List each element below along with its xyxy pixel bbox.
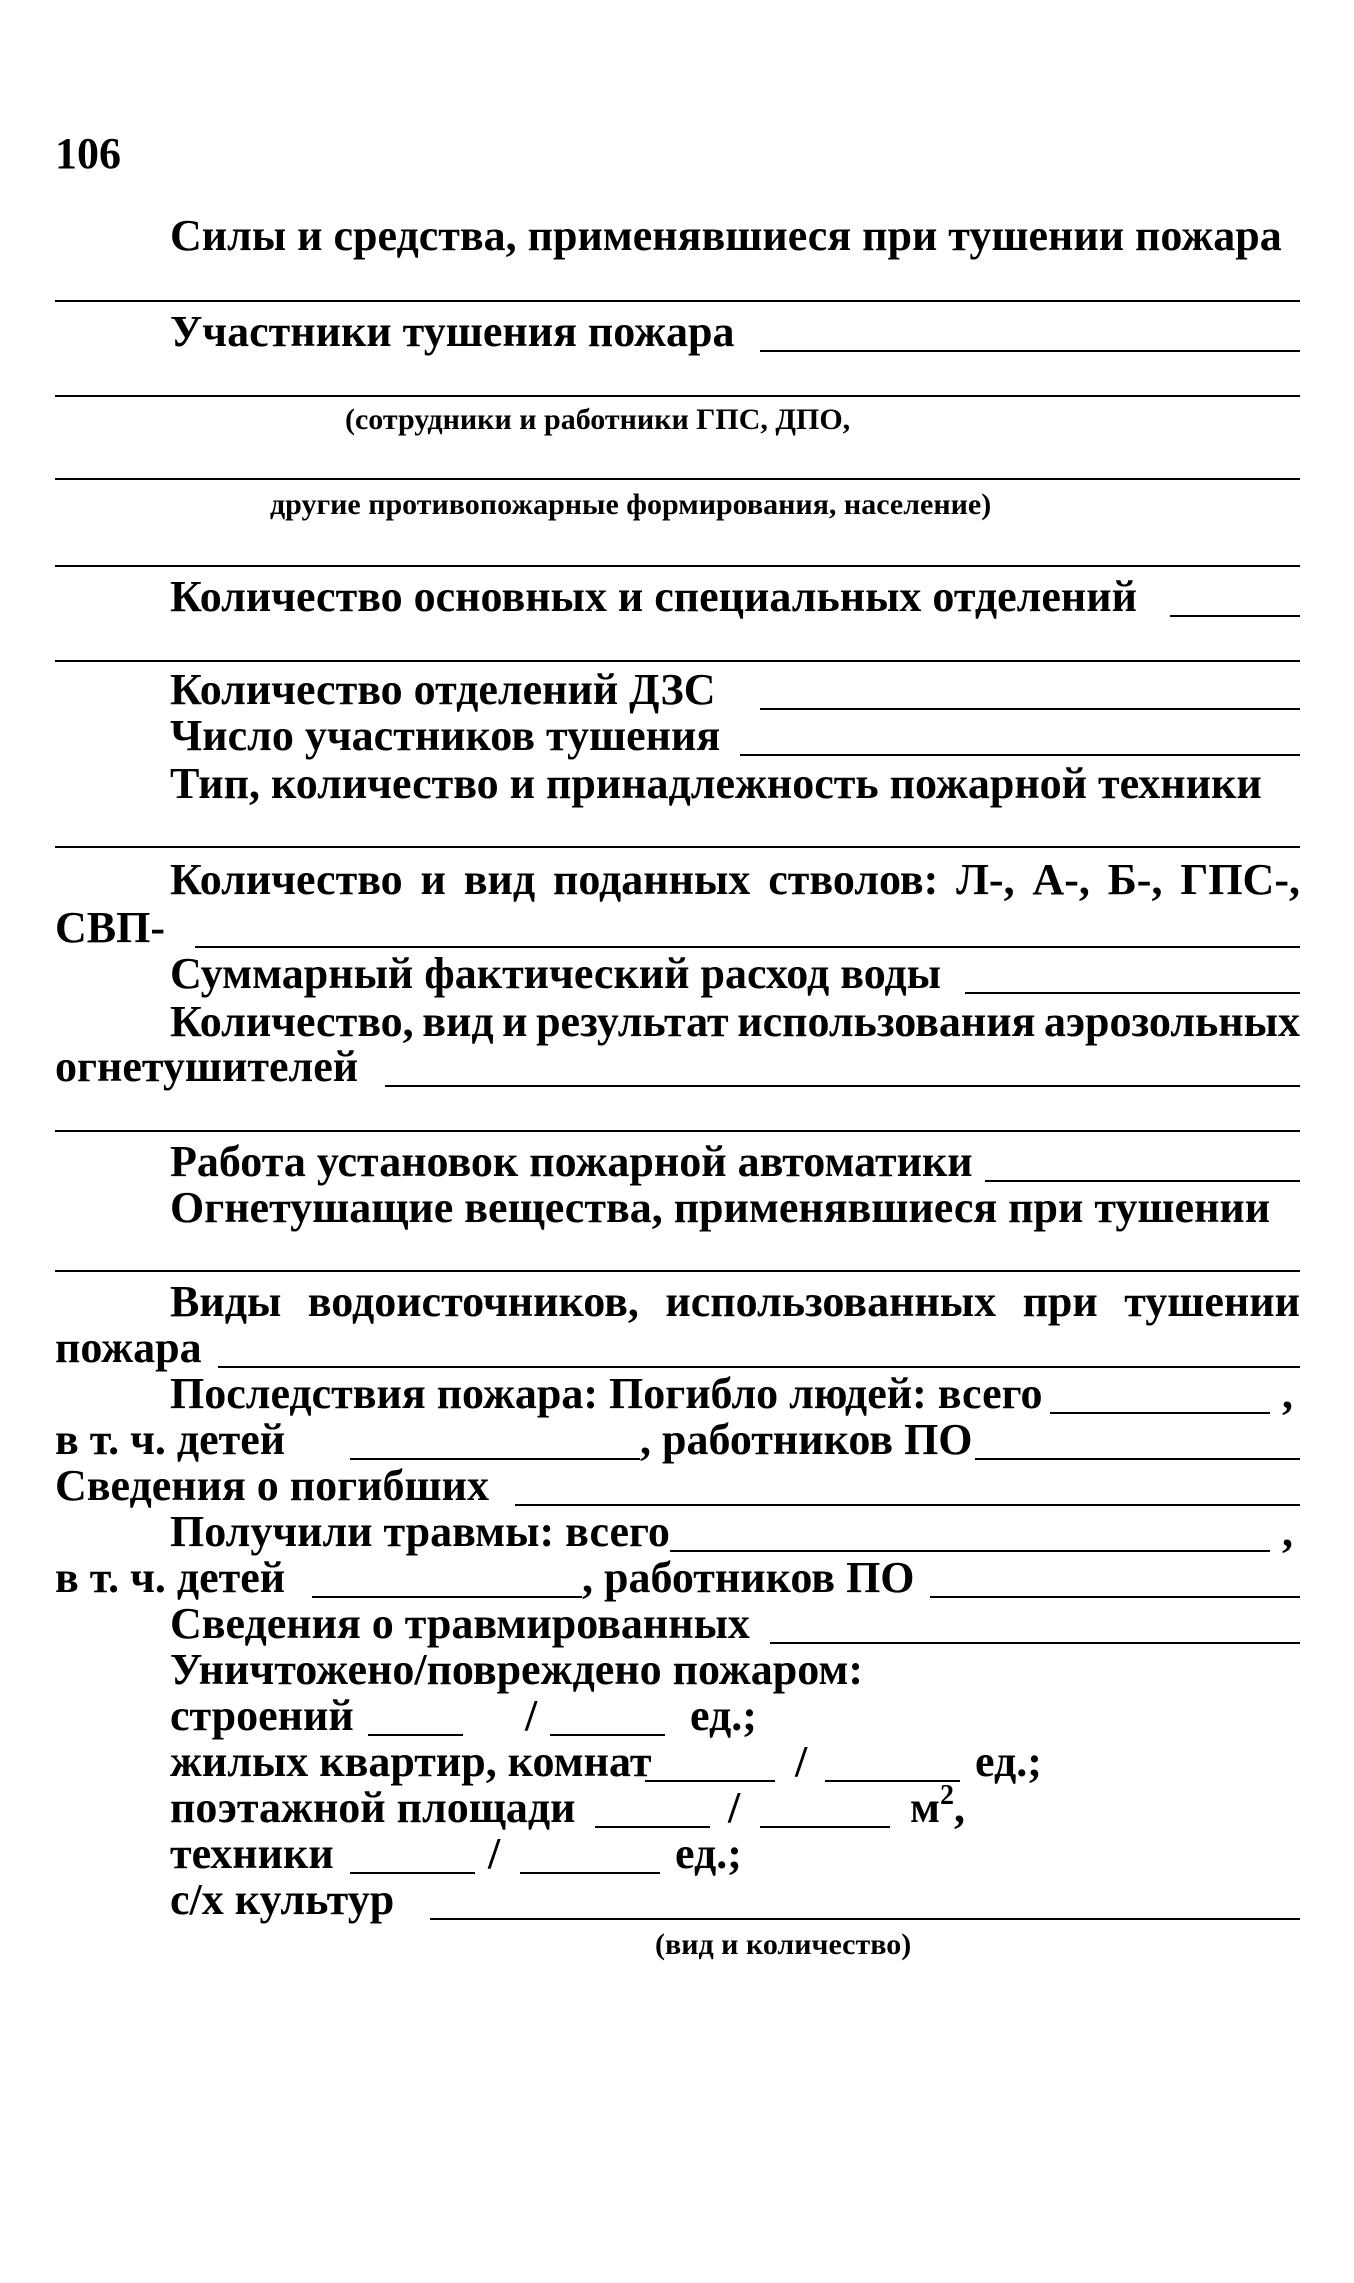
injured-children-label: в т. ч. детей bbox=[55, 1553, 286, 1602]
dead-total-blank bbox=[1050, 1412, 1270, 1414]
units-label: ед.; bbox=[690, 1691, 757, 1740]
water-flow-label: Суммарный фактический расход воды bbox=[170, 949, 942, 998]
crops-hint-caption: (вид и количество) bbox=[655, 1928, 912, 1961]
blank-line bbox=[55, 846, 1300, 848]
slash: / bbox=[728, 1783, 741, 1832]
machinery-label: техники bbox=[170, 1829, 334, 1878]
aerosol-word: использования bbox=[737, 997, 1036, 1046]
injured-label: Получили травмы: всего bbox=[170, 1507, 670, 1556]
automation-label: Работа установок пожарной автоматики bbox=[170, 1137, 973, 1186]
comma: , bbox=[1282, 1507, 1293, 1556]
area-unit-sup: 2 bbox=[939, 1780, 954, 1811]
buildings-label: строений bbox=[170, 1691, 354, 1740]
machinery-destroyed-blank bbox=[350, 1872, 475, 1874]
participants-label: Участники тушения пожара bbox=[170, 307, 735, 356]
blank-line bbox=[55, 660, 1300, 662]
hint-caption: (сотрудники и работники ГПС, ДПО, bbox=[345, 403, 851, 436]
dead-children-blank bbox=[350, 1458, 640, 1460]
blank-line bbox=[55, 565, 1300, 567]
svp-blank bbox=[195, 946, 1300, 948]
blank-line bbox=[55, 1130, 1300, 1132]
units-label: ед.; bbox=[675, 1829, 742, 1878]
participant-count-blank bbox=[740, 754, 1300, 756]
buildings-damaged-blank bbox=[550, 1734, 665, 1736]
nozzles-word: вид bbox=[463, 855, 536, 904]
aerosol-word: аэрозольных bbox=[1043, 997, 1300, 1046]
comma: , bbox=[1282, 1369, 1293, 1418]
area-unit bbox=[910, 1780, 965, 1832]
blank-line bbox=[55, 395, 1300, 397]
nozzles-word: Б-, bbox=[1107, 855, 1163, 904]
nozzles-word: и bbox=[420, 855, 446, 904]
water-sources-word: при bbox=[1022, 1277, 1098, 1326]
injured-workers-blank bbox=[930, 1596, 1300, 1598]
hint-caption: другие противопожарные формирования, население) bbox=[270, 488, 992, 521]
water-sources-word: водоисточников, bbox=[307, 1277, 639, 1326]
aerosol-word: и bbox=[502, 997, 528, 1046]
units-label: ед.; bbox=[975, 1737, 1042, 1786]
floor-area-destroyed-blank bbox=[595, 1826, 710, 1828]
water-flow-blank bbox=[965, 992, 1300, 994]
water-sources-line bbox=[170, 1277, 1300, 1326]
nozzles-word: Л-, bbox=[956, 855, 1015, 904]
water-sources-word: тушении bbox=[1124, 1277, 1300, 1326]
nozzles-word: стволов: bbox=[768, 855, 939, 904]
dead-workers-label: , работников ПО bbox=[640, 1415, 973, 1464]
injured-children-blank bbox=[312, 1596, 582, 1598]
consequences-label: Последствия пожара: Погибло людей: всего bbox=[170, 1369, 1043, 1418]
section-title: Силы и средства, применявшиеся при тушении пожара bbox=[170, 211, 1282, 260]
aerosol-word: результат bbox=[536, 997, 729, 1046]
main-special-units-blank bbox=[1170, 615, 1300, 617]
floor-area-label: поэтажной площади bbox=[170, 1783, 576, 1832]
dzs-units-blank bbox=[760, 708, 1300, 710]
equipment-label: Тип, количество и принадлежность пожарной техники bbox=[170, 759, 1262, 808]
water-sources-blank bbox=[218, 1366, 1300, 1368]
water-sources-word: Виды bbox=[170, 1277, 282, 1326]
injured-workers-label: , работников ПО bbox=[582, 1553, 915, 1602]
injured-info-label: Сведения о травмированных bbox=[170, 1599, 750, 1648]
area-unit-base: м bbox=[910, 1783, 940, 1832]
main-special-units-label: Количество основных и специальных отделений bbox=[170, 572, 1137, 621]
aerosol-line bbox=[170, 997, 1300, 1046]
injured-total-blank bbox=[670, 1550, 1270, 1552]
participants-blank bbox=[760, 350, 1300, 352]
aerosol-word: Количество, bbox=[170, 997, 414, 1046]
blank-line bbox=[55, 300, 1300, 302]
nozzles-word: А-, bbox=[1032, 855, 1090, 904]
dead-info-label: Сведения о погибших bbox=[55, 1461, 489, 1510]
buildings-destroyed-blank bbox=[368, 1734, 463, 1736]
crops-label: с/х культур bbox=[170, 1875, 395, 1924]
water-sources-word: использованных bbox=[665, 1277, 997, 1326]
dead-workers-blank bbox=[975, 1458, 1300, 1460]
automation-blank bbox=[985, 1180, 1300, 1182]
machinery-damaged-blank bbox=[520, 1872, 660, 1874]
injured-info-blank bbox=[770, 1642, 1300, 1644]
crops-blank bbox=[430, 1918, 1300, 1920]
svp-label: СВП- bbox=[55, 903, 165, 952]
apartments-destroyed-blank bbox=[645, 1780, 775, 1782]
dzs-units-label: Количество отделений ДЗС bbox=[170, 665, 716, 714]
extinguishers-label: огнетушителей bbox=[55, 1042, 359, 1091]
blank-line bbox=[55, 478, 1300, 480]
nozzles-line bbox=[170, 855, 1300, 904]
participant-count-label: Число участников тушения bbox=[170, 711, 721, 760]
aerosol-word: вид bbox=[422, 997, 494, 1046]
slash: / bbox=[488, 1829, 501, 1878]
extinguishers-blank bbox=[385, 1085, 1300, 1087]
floor-area-damaged-blank bbox=[760, 1826, 890, 1828]
dead-info-blank bbox=[515, 1504, 1300, 1506]
nozzles-word: поданных bbox=[552, 855, 751, 904]
destroyed-label: Уничтожено/повреждено пожаром: bbox=[170, 1645, 864, 1694]
nozzles-word: Количество bbox=[170, 855, 403, 904]
blank-line bbox=[55, 1270, 1300, 1272]
apartments-label: жилых квартир, комнат bbox=[170, 1737, 652, 1786]
fire-label: пожара bbox=[55, 1323, 202, 1372]
slash: / bbox=[795, 1737, 808, 1786]
slash: / bbox=[525, 1691, 538, 1740]
page-number: 106 bbox=[55, 129, 121, 178]
area-unit-tail: , bbox=[953, 1783, 965, 1832]
dead-children-label: в т. ч. детей bbox=[55, 1415, 286, 1464]
nozzles-word: ГПС-, bbox=[1180, 855, 1300, 904]
agents-label: Огнетушащие вещества, применявшиеся при тушении bbox=[170, 1183, 1271, 1232]
